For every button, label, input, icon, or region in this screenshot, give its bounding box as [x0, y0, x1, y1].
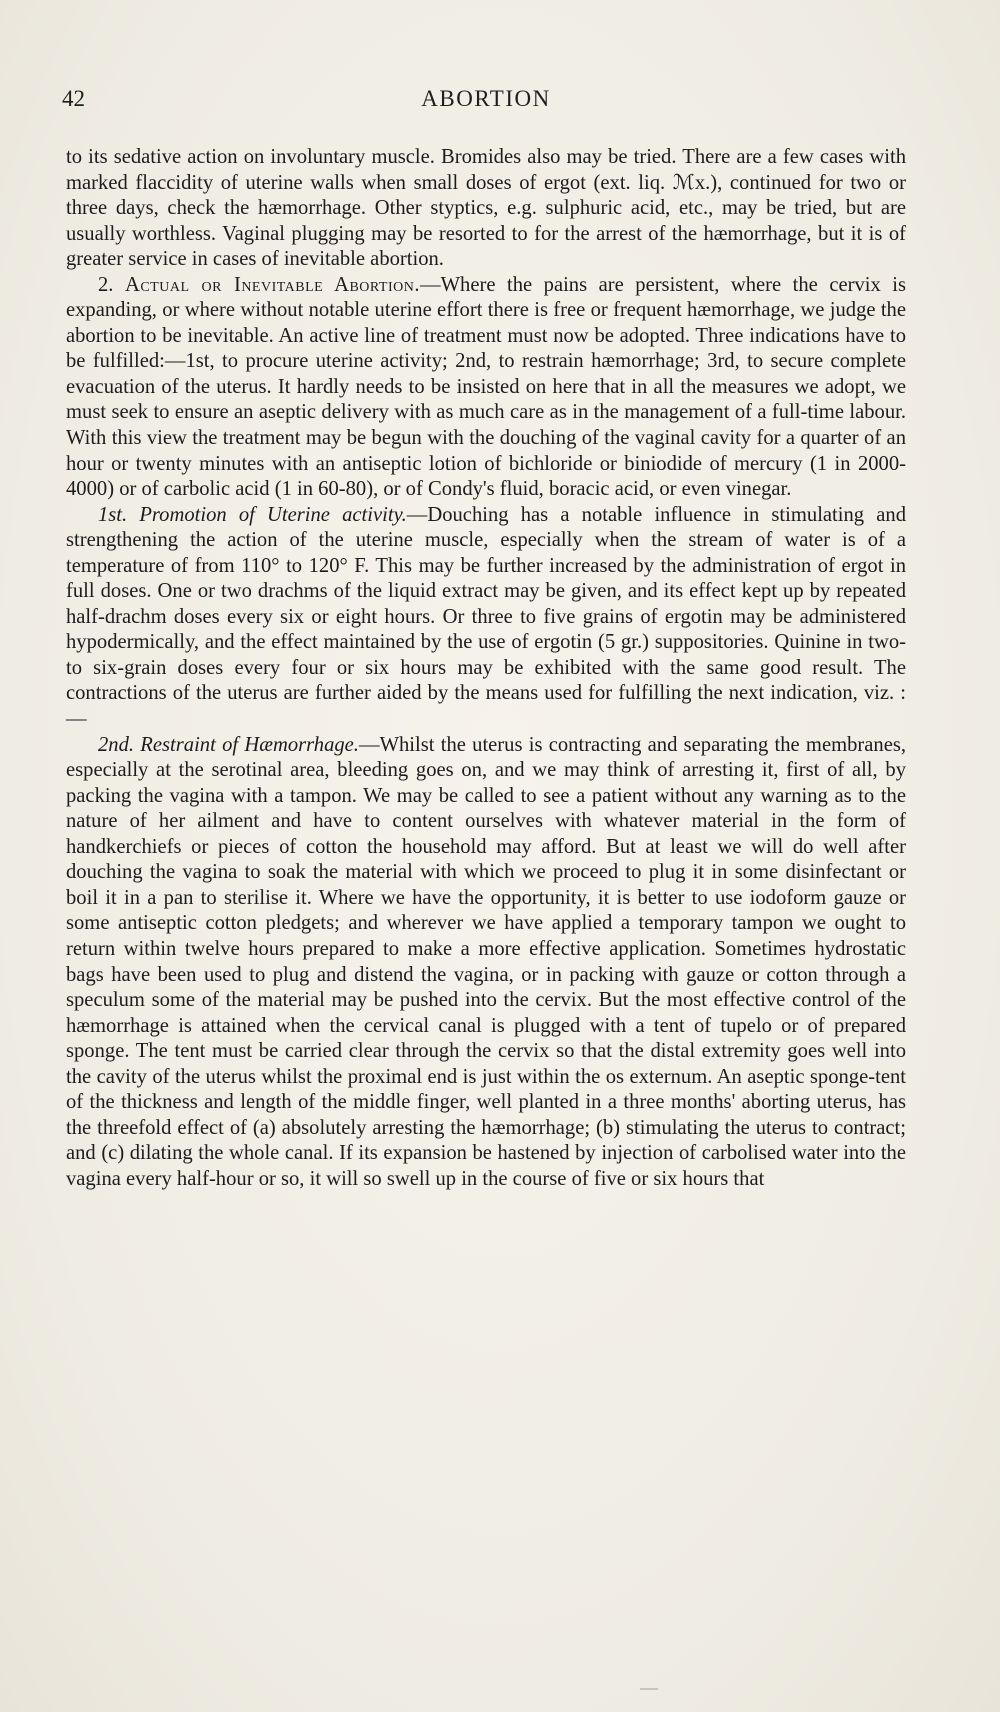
page-smudge	[640, 1688, 658, 1690]
paragraph-text: —Whilst the uterus is contracting and separating the membranes, especially at the serotinal area, bleeding goes on, and we may think of arresting it, first of all, by packing the vagina with a tampon. We may be called to see a patient without any warning as to the nature of her ailment and have to content ourselves with whatever material in the form of handkerchiefs or pieces of cotton the household may afford. But at least we will do well after douching the vagina to soak the material with which we proceed to plug it in some disinfectant or boil it in a pan to sterilise it. Where we have the opportunity, it is better to use iodoform gauze or some antiseptic cotton pledgets; and wherever we have applied a temporary tampon we ought to return within twelve hours prepared to make a more effective application. Sometimes hydrostatic bags have been used to plug and distend the vagina, or in packing with gauze or cotton through a speculum some of the material may be pushed into the cervix. But the most effective control of the hæmorrhage is attained when the cervical canal is plugged with a tent of tupelo or of prepared sponge. The tent must be carried clear through the cervix so that the distal extremity goes well into the cavity of the uterus whilst the proximal end is just within the os externum. An aseptic sponge-tent of the thickness and length of the middle finger, well planted in a three months' aborting uterus, has the threefold effect of (a) absolutely arresting the hæmorrhage; (b) stimulating the uterus to contract; and (c) dilating the whole canal. If its expansion be hastened by injection of carbolised water into the vagina every half-hour or so, it will so swell up in the course of five or six hours that	[66, 733, 906, 1190]
running-head: ABORTION	[421, 86, 551, 111]
body-text	[66, 145, 906, 1192]
paragraph-uterine-activity	[66, 503, 906, 733]
page-header	[62, 86, 910, 116]
paragraph-continuation	[66, 145, 906, 273]
page-number: 42	[62, 86, 85, 111]
paragraph-text: —Douching has a notable influence in stimulating and strengthening the action of the uterine muscle, especially when the stream of water is of a temperature of from 110° to 120° F. This may be further increased by the administration of ergot in full doses. One or two drachms of the liquid extract may be given, and its effect kept up by repeated half-drachm doses every six or eight hours. Or three to five grains of ergotin may be administered hypodermically, and the effect maintained by the use of ergotin (5 gr.) suppositories. Quinine in two- to six-grain doses every four or six hours may be exhibited with the same good result. The contractions of the uterus are further aided by the means used for fulfilling the next indication, viz. :—	[66, 503, 906, 731]
paragraph-restraint-haemorrhage	[66, 733, 906, 1193]
subsection-heading: 2nd. Restraint of Hæmorrhage.	[98, 733, 359, 756]
section-number: 2.	[98, 273, 114, 296]
paragraph-text: to its sedative action on involuntary muscle. Bromides also may be tried. There are a few cases with marked flaccidity of uterine walls when small doses of ergot (ext. liq. ℳx.), continued for two or three days, check the hæmorrhage. Other styptics, e.g. sulphuric acid, etc., may be tried, but are usually worthless. Vaginal plugging may be resorted to for the arrest of the hæmorrhage, but it is of greater service in cases of inevitable abortion.	[66, 146, 906, 271]
subsection-heading: 1st. Promotion of Uterine activity.	[98, 503, 407, 526]
paragraph-text: —Where the pains are persistent, where the cervix is expanding, or where without notable uterine effort there is free or frequent hæmorrhage, we judge the abortion to be inevitable. An active line of treatment must now be adopted. Three indications have to be fulfilled:—1st, to procure uterine activity; 2nd, to restrain hæmorrhage; 3rd, to secure complete evacuation of the uterus. It hardly needs to be insisted on here that in all the measures we adopt, we must seek to ensure an aseptic delivery with as much care as in the management of a full-time labour. With this view the treatment may be begun with the douching of the vaginal cavity for a quarter of an hour or twenty minutes with an antiseptic lotion of bichloride or biniodide of mercury (1 in 2000-4000) or of carbolic acid (1 in 60-80), or of Condy's fluid, boracic acid, or even vinegar.	[66, 273, 907, 501]
section-heading: Actual or Inevitable Abortion.	[124, 273, 421, 296]
paragraph-inevitable-abortion	[66, 273, 906, 503]
